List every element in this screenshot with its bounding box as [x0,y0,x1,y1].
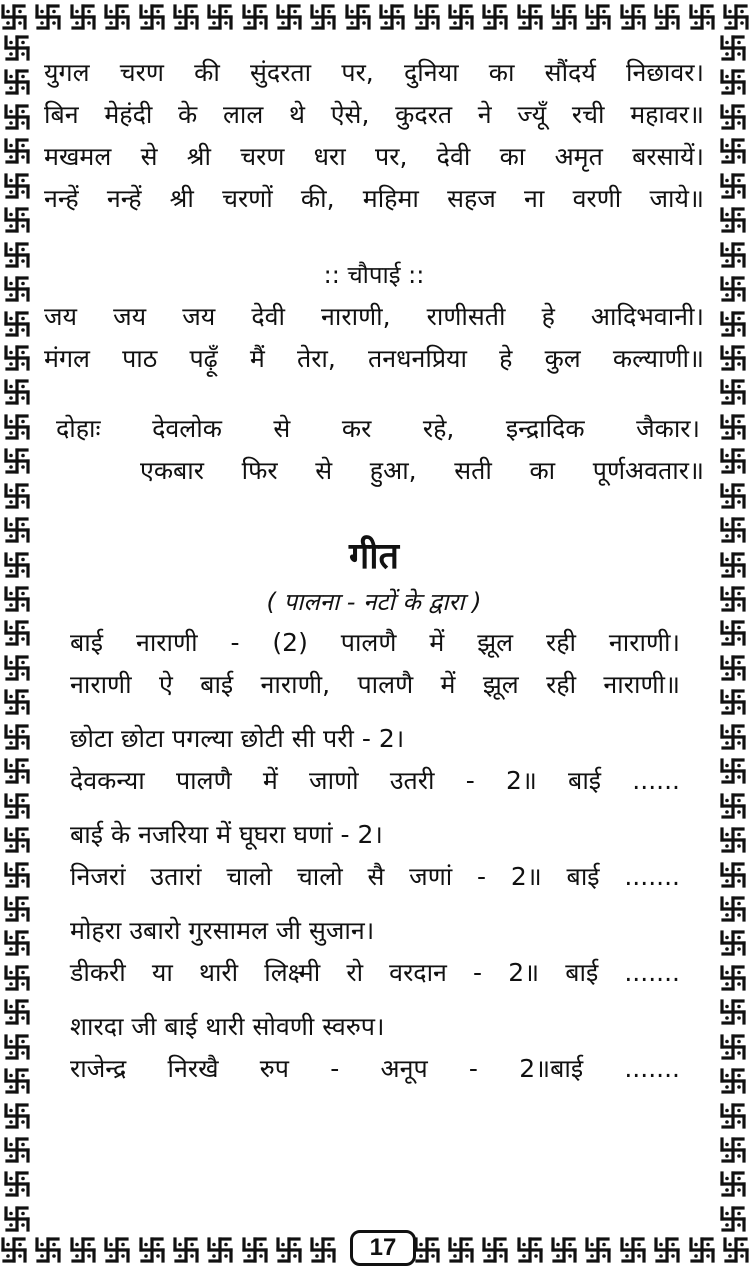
chaupai-line: जय जय जय देवी नाराणी, राणीसती हे आदिभवानी। [44,302,704,331]
swastika-icon [719,551,747,579]
swastika-icon [3,792,31,820]
swastika-icon [3,757,31,785]
verse-block [44,52,704,220]
page-number [350,1230,416,1266]
swastika-icon [719,964,747,992]
swastika-icon [550,3,578,31]
swastika-icon [3,551,31,579]
swastika-icon [719,241,747,269]
swastika-icon [138,1236,166,1264]
swastika-icon [719,275,747,303]
swastika-icon [719,516,747,544]
swastika-icon [275,3,303,31]
swastika-icon [3,1170,31,1198]
swastika-icon [3,241,31,269]
swastika-icon [3,310,31,338]
swastika-icon [3,68,31,96]
swastika-icon [719,861,747,889]
swastika-icon [378,3,406,31]
song-stanza [44,718,704,802]
swastika-icon [719,482,747,510]
swastika-icon [719,447,747,475]
swastika-icon [3,275,31,303]
swastika-icon [34,3,62,31]
swastika-icon [719,413,747,441]
swastika-icon [413,1236,441,1264]
swastika-icon [103,3,131,31]
swastika-icon [3,378,31,406]
swastika-icon [3,1205,31,1233]
top-border [0,0,750,34]
swastika-icon [138,3,166,31]
swastika-icon [3,826,31,854]
swastika-icon [719,103,747,131]
swastika-icon [719,998,747,1026]
stanza-line: बाई नाराणी - (2) पालणै में झूल रही नाराणी। [70,628,680,657]
verse-line: बिन मेहंदी के लाल थे ऐसे, कुदरत ने ज्यूँ रची महावर॥ [44,100,704,129]
swastika-icon [3,103,31,131]
swastika-icon [719,378,747,406]
swastika-icon [172,1236,200,1264]
swastika-icon [3,206,31,234]
stanza-line: नाराणी ऐ बाई नाराणी, पालणै में झूल रही नाराणी॥ [70,670,680,699]
swastika-icon [3,413,31,441]
swastika-icon [719,619,747,647]
swastika-icon [481,3,509,31]
swastika-icon [309,1236,337,1264]
swastika-icon [3,516,31,544]
swastika-icon [3,861,31,889]
swastika-icon [69,1236,97,1264]
swastika-icon [719,137,747,165]
swastika-icon [3,964,31,992]
doha-line: एकबार फिर से हुआ, सती का पूर्णअवतार॥ [140,456,704,485]
left-border [0,34,34,1233]
swastika-icon [719,310,747,338]
chaupai-heading: :: चौपाई :: [323,261,425,289]
song-stanza [44,622,704,706]
swastika-icon [0,1236,28,1264]
stanza-line: देवकन्या पालणै में जाणो उतरी - 2॥ बाई ...... [70,766,680,795]
stanza-line: निजरां उतारां चालो चालो सै जणां - 2॥ बाई ....... [70,862,680,891]
swastika-icon [3,895,31,923]
swastika-icon [719,1205,747,1233]
stanza-line: बाई के नजरिया में घूघरा घणां - 2। [70,820,383,849]
swastika-icon [241,1236,269,1264]
swastika-icon [3,482,31,510]
doha-block [44,408,704,492]
swastika-icon [653,3,681,31]
swastika-icon [584,3,612,31]
stanza-line: मोहरा उबारो गुरसामल जी सुजान। [70,916,375,945]
swastika-icon [3,1102,31,1130]
right-border [716,34,750,1233]
swastika-icon [719,68,747,96]
swastika-icon [3,688,31,716]
swastika-icon [3,1136,31,1164]
swastika-icon [3,137,31,165]
swastika-icon [344,3,372,31]
swastika-icon [3,447,31,475]
swastika-icon [550,1236,578,1264]
swastika-icon [719,34,747,62]
swastika-icon [0,3,28,31]
verse-line: मखमल से श्री चरण धरा पर, देवी का अमृत बरसायें। [44,142,704,171]
song-stanza [44,814,704,898]
swastika-icon [719,654,747,682]
stanza-line: राजेन्द्र निरखै रुप - अनूप - 2॥बाई ....... [70,1054,680,1083]
stanza-line: छोटा छोटा पगल्या छोटी सी परी - 2। [70,724,405,753]
swastika-icon [719,826,747,854]
swastika-icon [3,172,31,200]
swastika-icon [447,1236,475,1264]
verse-line: युगल चरण की सुंदरता पर, दुनिया का सौंदर्य निछावर। [44,58,704,87]
swastika-icon [3,654,31,682]
swastika-icon [719,1170,747,1198]
swastika-icon [688,3,716,31]
swastika-icon [719,895,747,923]
swastika-icon [516,3,544,31]
swastika-icon [722,1236,750,1264]
swastika-icon [3,34,31,62]
stanza-line: डीकरी या थारी लिक्ष्मी रो वरदान - 2॥ बाई ....... [70,958,680,987]
swastika-icon [241,3,269,31]
swastika-icon [719,688,747,716]
song-stanza [44,1006,704,1090]
swastika-icon [722,3,750,31]
swastika-icon [719,757,747,785]
swastika-icon [275,1236,303,1264]
swastika-icon [206,1236,234,1264]
swastika-icon [309,3,337,31]
swastika-icon [688,1236,716,1264]
swastika-icon [719,1067,747,1095]
page-content [44,52,704,1090]
stanza-line: शारदा जी बाई थारी सोवणी स्वरुप। [70,1012,385,1041]
swastika-icon [584,1236,612,1264]
swastika-icon [3,585,31,613]
chaupai-block [44,296,704,380]
swastika-icon [516,1236,544,1264]
chaupai-line: मंगल पाठ पढ़ूँ मैं तेरा, तनधनप्रिया हे कुल कल्याणी॥ [44,344,704,373]
swastika-icon [719,929,747,957]
swastika-icon [3,1067,31,1095]
swastika-icon [719,792,747,820]
swastika-icon [3,1033,31,1061]
swastika-icon [719,344,747,372]
swastika-icon [3,723,31,751]
swastika-icon [3,929,31,957]
swastika-icon [619,3,647,31]
swastika-icon [172,3,200,31]
swastika-icon [719,585,747,613]
swastika-icon [481,1236,509,1264]
swastika-icon [653,1236,681,1264]
verse-line: नन्हें नन्हें श्री चरणों की, महिमा सहज ना वरणी जाये॥ [44,184,704,213]
swastika-icon [103,1236,131,1264]
swastika-icon [3,998,31,1026]
swastika-icon [69,3,97,31]
doha-line: दोहाः देवलोक से कर रहे, इन्द्रादिक जैकार। [56,414,700,443]
song-title: गीत [348,536,400,577]
swastika-icon [34,1236,62,1264]
swastika-icon [719,1102,747,1130]
swastika-icon [206,3,234,31]
swastika-icon [719,172,747,200]
swastika-icon [3,619,31,647]
swastika-icon [719,1136,747,1164]
swastika-icon [719,1033,747,1061]
swastika-icon [3,344,31,372]
song-stanza [44,910,704,994]
swastika-icon [447,3,475,31]
swastika-icon [619,1236,647,1264]
swastika-icon [413,3,441,31]
page-number-text: 17 [369,1234,397,1261]
swastika-icon [719,206,747,234]
song-subtitle: ( पालना - नटों के द्वारा ) [266,588,482,616]
swastika-icon [719,723,747,751]
